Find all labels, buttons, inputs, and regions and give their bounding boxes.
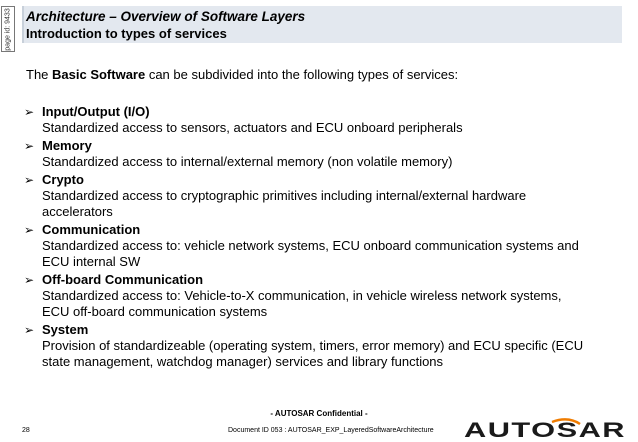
service-item-communication [24,222,614,270]
service-name: Communication [42,222,141,237]
service-description: Standardized access to: vehicle network systems, ECU onboard communication systems and ECU internal SW [42,238,579,269]
service-name: Input/Output (I/O) [42,104,150,119]
intro-text [26,67,458,82]
service-description: Standardized access to sensors, actuators and ECU onboard peripherals [42,120,463,135]
service-item-memory [24,138,614,170]
service-description: Standardized access to internal/external memory (non volatile memory) [42,154,453,169]
page-title: Architecture – Overview of Software Layers [26,9,306,24]
intro-bold: Basic Software [52,67,146,82]
service-name: System [42,322,89,337]
arrow-bullet-icon: ➢ [24,139,35,153]
page-id-box [1,6,15,52]
service-item-crypto [24,172,614,220]
service-description: Standardized access to: Vehicle-to-X communication, in vehicle wireless network systems, ECU off-board communication systems [42,288,562,319]
service-name: Memory [42,138,92,153]
header-accent [22,6,24,43]
arrow-bullet-icon: ➢ [24,105,35,119]
service-item-system [24,322,614,370]
service-description: Standardized access to cryptographic primitives including internal/external hardware accelerators [42,188,527,219]
arrow-bullet-icon: ➢ [24,273,35,287]
arrow-bullet-icon: ➢ [24,323,35,337]
page-id-label: page id: 9433 [4,7,12,51]
service-name: Crypto [42,172,84,187]
services-list [24,104,614,370]
intro-after: can be subdivided into the following types of services: [145,67,459,82]
confidential-notice: - AUTOSAR Confidential - [270,409,368,418]
intro-before: The [26,67,53,82]
service-name: Off-board Communication [42,272,204,287]
page-subtitle: Introduction to types of services [26,26,227,41]
service-item-offboard [24,272,614,320]
document-id: Document ID 053 : AUTOSAR_EXP_LayeredSoftwareArchitecture [228,427,434,434]
arrow-bullet-icon: ➢ [24,173,35,187]
service-item-io [24,104,614,136]
service-description: Provision of standardizeable (operating system, timers, error memory) and ECU specific (ECU state management, watchdog manager) services and library functions [42,338,584,369]
arrow-bullet-icon: ➢ [24,223,35,237]
autosar-logo [462,418,630,440]
page-number: 28 [22,427,30,434]
svg-text:AUTOSAR: AUTOSAR [464,419,626,440]
